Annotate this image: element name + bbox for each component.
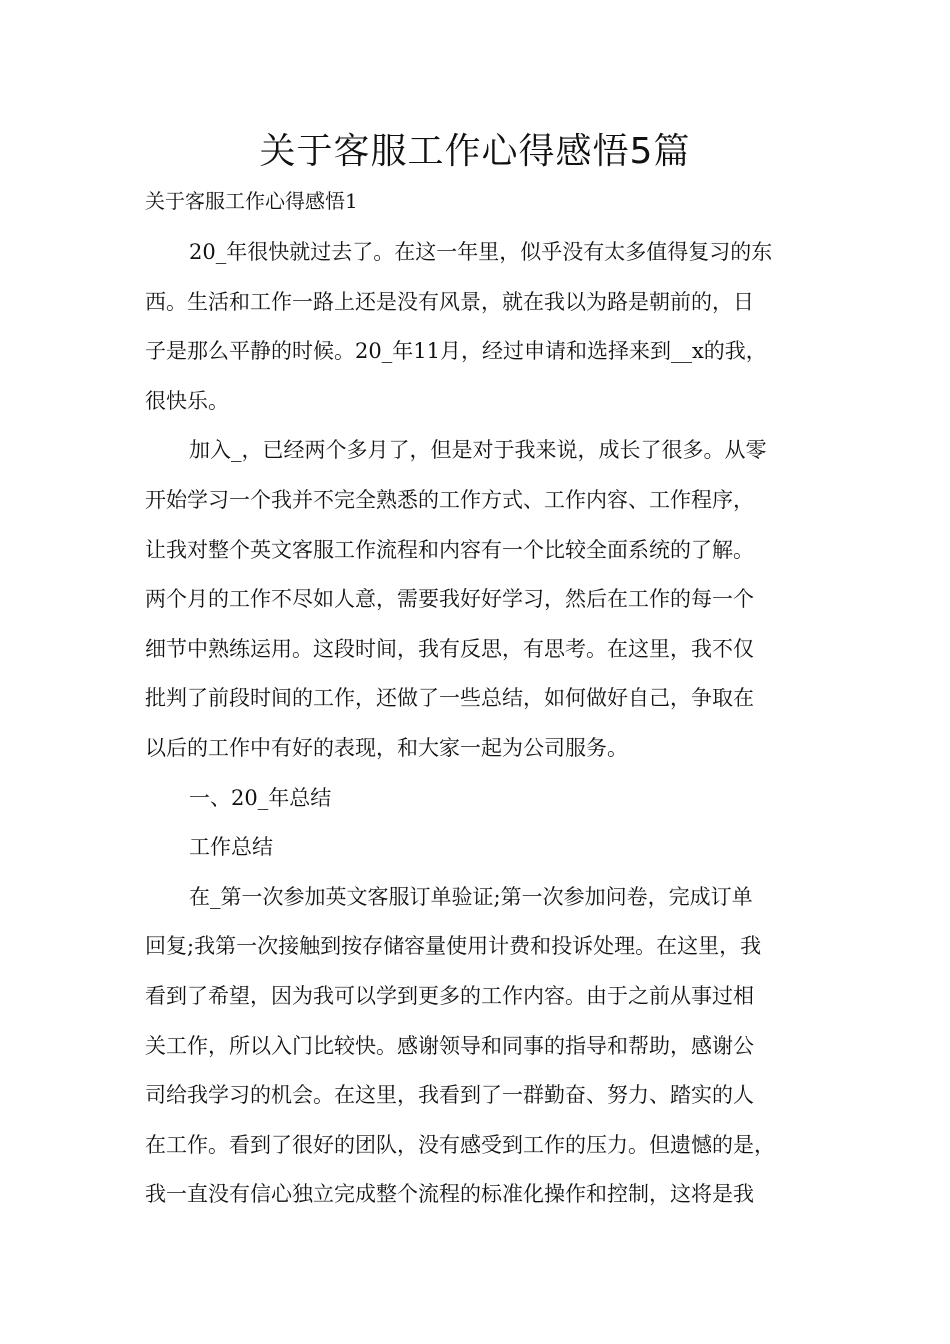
section-heading-line: 一、20_年总结	[189, 785, 332, 810]
text-line: 回复;我第一次接触到按存储容量使用计费和投诉处理。在这里，我	[145, 934, 762, 959]
text-line: 关工作，所以入门比较快。感谢领导和同事的指导和帮助，感谢公	[145, 1033, 754, 1058]
subsection-heading-line: 工作总结	[189, 835, 273, 860]
text-line: 在工作。看到了很好的团队，没有感受到工作的压力。但遗憾的是，	[145, 1132, 775, 1157]
text-line: 我一直没有信心独立完成整个流程的标准化操作和控制，这将是我	[145, 1182, 754, 1207]
section-heading: 关于客服工作心得感悟1	[145, 189, 358, 213]
text-line: 司给我学习的机会。在这里，我看到了一群勤奋、努力、踏实的人	[145, 1083, 754, 1108]
text-line: 以后的工作中有好的表现，和大家一起为公司服务。	[145, 735, 628, 760]
text-line: 西。生活和工作一路上还是没有风景，就在我以为路是朝前的，日	[145, 289, 754, 314]
text-line: 在_第一次参加英文客服订单验证;第一次参加问卷，完成订单	[189, 884, 753, 909]
text-line: 看到了希望，因为我可以学到更多的工作内容。由于之前从事过相	[145, 983, 754, 1008]
text-line: 细节中熟练运用。这段时间，我有反思，有思考。在这里，我不仅	[145, 636, 754, 661]
text-line: 子是那么平静的时候。20_年11月，经过申请和选择来到__x的我，	[145, 339, 767, 364]
document-body	[145, 228, 820, 1220]
text-line: 很快乐。	[145, 388, 229, 413]
text-line: 加入_，已经两个多月了，但是对于我来说，成长了很多。从零	[189, 438, 767, 463]
text-line: 让我对整个英文客服工作流程和内容有一个比较全面系统的了解。	[145, 537, 754, 562]
text-line: 两个月的工作不尽如人意，需要我好好学习，然后在工作的每一个	[145, 587, 754, 612]
text-line: 20_年很快就过去了。在这一年里，似乎没有太多值得复习的东	[189, 240, 773, 264]
text-line: 开始学习一个我并不完全熟悉的工作方式、工作内容、工作程序，	[145, 487, 754, 512]
document-title: 关于客服工作心得感悟5篇	[259, 131, 691, 172]
text-line: 批判了前段时间的工作，还做了一些总结，如何做好自己，争取在	[145, 686, 754, 711]
